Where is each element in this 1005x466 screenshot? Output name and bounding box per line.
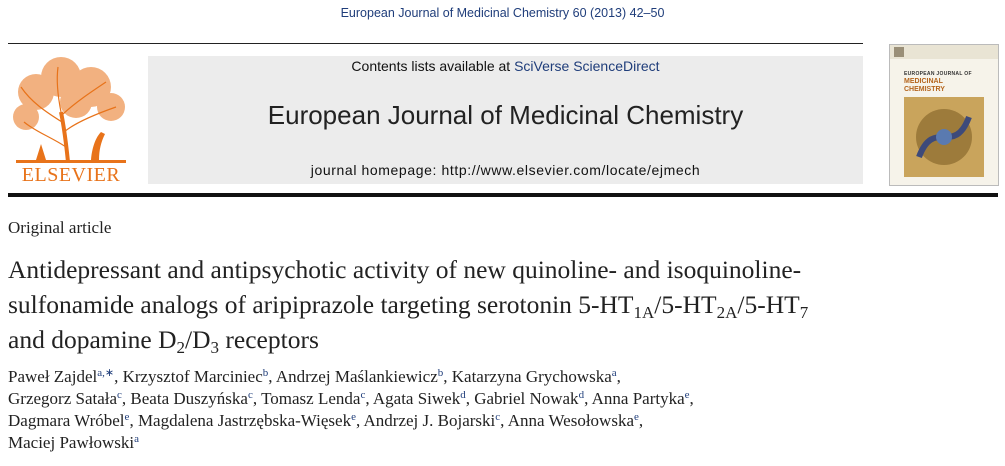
author-separator: , (129, 411, 138, 430)
title-part4: /5-HT (737, 290, 800, 319)
author-name[interactable]: Dagmara Wróbel (8, 411, 125, 430)
author-name[interactable]: Krzysztof Marciniec (122, 367, 263, 386)
title-part1: Antidepressant and antipsychotic activity of new quinoline- and isoquinoline- (8, 255, 802, 284)
title-sub1: 1A (633, 303, 655, 322)
author-affiliation[interactable]: c (360, 389, 366, 401)
author-affiliation[interactable]: b (262, 367, 269, 379)
cover-title-line3: CHEMISTRY (904, 86, 945, 93)
cover-title-line1: EUROPEAN JOURNAL OF (904, 71, 972, 77)
author-affiliation[interactable]: b (437, 367, 444, 379)
title-part7: receptors (219, 325, 319, 354)
cover-logo-icon (894, 47, 904, 57)
author-affiliation[interactable]: a (611, 367, 617, 379)
title-part3: /5-HT (654, 290, 717, 319)
author-name[interactable]: Beata Duszyńska (130, 389, 248, 408)
cover-molecule-art-icon (904, 97, 984, 177)
author-name[interactable]: Katarzyna Grychowska (451, 367, 612, 386)
author-name[interactable]: Magdalena Jastrzębska-Więsek (137, 411, 352, 430)
title-sub3: 7 (799, 303, 809, 322)
author-affiliation[interactable]: c (495, 411, 501, 423)
cover-band (890, 45, 998, 59)
elsevier-wordmark: ELSEVIER (21, 164, 121, 186)
author-name[interactable]: Tomasz Lenda (261, 389, 361, 408)
author-separator: , (500, 411, 508, 430)
author-separator: , (252, 389, 262, 408)
author-name[interactable]: Grzegorz Satała (8, 389, 118, 408)
author-affiliation[interactable]: a (134, 433, 139, 445)
author-separator: , (689, 389, 694, 408)
author-name[interactable]: Gabriel Nowak (474, 389, 579, 408)
author-name[interactable]: Anna Wesołowska (507, 411, 634, 430)
journal-reference[interactable]: European Journal of Medicinal Chemistry 60 (2013) 42–50 (340, 6, 665, 20)
author-separator: , (268, 367, 276, 386)
author-affiliation[interactable]: c (117, 389, 122, 401)
title-part5: and dopamine D (8, 325, 177, 354)
title-sub2: 2A (716, 303, 738, 322)
author-affiliation[interactable]: e (124, 411, 130, 423)
author-separator: , (121, 389, 131, 408)
author-name[interactable]: Andrzej Maślankiewicz (275, 367, 438, 386)
cover-title-line2: MEDICINAL (904, 78, 943, 85)
author-separator: , (616, 367, 621, 386)
author-separator: , (638, 411, 644, 430)
author-affiliation[interactable]: e (351, 411, 356, 423)
sciencedirect-link[interactable]: SciVerse ScienceDirect (514, 58, 660, 74)
author-name[interactable]: Andrzej J. Bojarski (363, 411, 496, 430)
contents-prefix: Contents lists available at (351, 58, 515, 74)
author-affiliation[interactable]: a,∗ (97, 367, 115, 379)
author-separator: , (355, 411, 364, 430)
author-affiliation[interactable]: e (684, 389, 690, 401)
title-part6: /D (185, 325, 211, 354)
author-affiliation[interactable]: d (460, 389, 466, 401)
header-rule-top (8, 43, 863, 44)
author-affiliation[interactable]: e (634, 411, 639, 423)
title-sub5: 3 (210, 338, 220, 357)
author-affiliation[interactable]: c (247, 389, 253, 401)
title-sub4: 2 (176, 338, 186, 357)
article-type: Original article (8, 218, 112, 237)
journal-homepage-link[interactable]: journal homepage: http://www.elsevier.com/locate/ejmech (310, 162, 701, 178)
author-name[interactable]: Maciej Pawłowski (8, 433, 135, 452)
journal-name: European Journal of Medicinal Chemistry (267, 100, 744, 130)
author-name[interactable]: Anna Partyka (591, 389, 685, 408)
header-rule-bottom (8, 193, 998, 197)
author-separator: , (584, 389, 592, 408)
journal-banner (148, 56, 863, 184)
contents-line (148, 58, 863, 74)
author-separator: , (465, 389, 475, 408)
author-separator: , (365, 389, 373, 408)
article-title (8, 252, 998, 357)
author-affiliation[interactable]: d (578, 389, 585, 401)
author-separator: , (114, 367, 123, 386)
title-part2: sulfonamide analogs of aripiprazole targeting serotonin 5-HT (8, 290, 634, 319)
author-separator: , (443, 367, 452, 386)
author-name[interactable]: Paweł Zajdel (8, 367, 98, 386)
author-list (8, 366, 998, 454)
journal-cover-thumbnail[interactable] (889, 44, 999, 186)
author-name[interactable]: Agata Siwek (372, 389, 461, 408)
